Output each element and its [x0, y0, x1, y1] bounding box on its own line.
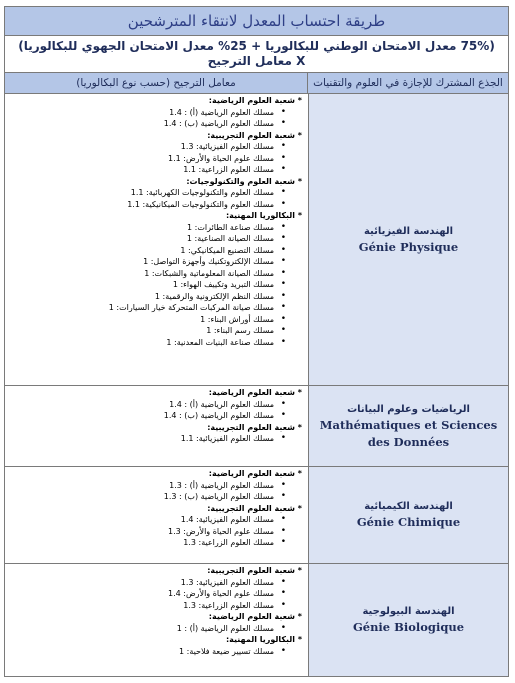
track-cell [308, 386, 508, 466]
branch-heading: * شعبة العلوم الرياضية: [208, 612, 302, 621]
list-item: • مسلك العلوم الرياضية (أ) : 1.4 [5, 107, 304, 119]
branch-heading: * البكالوريا المهنية: [225, 211, 302, 220]
list-item: • مسلك العلوم والتكنولوجيات الميكانيكية: 1.1 [5, 199, 304, 211]
list-item: • مسلك الإلكتروتكنيك وأجهزة التواصل: 1 [5, 256, 304, 268]
table-row-genie-physique [5, 94, 508, 386]
list-item: • مسلك العلوم الفيزيائية: 1.4 [5, 514, 304, 526]
list-item: • مسلك العلوم الفيزيائية: 1.1 [5, 433, 304, 445]
branch-heading: * شعبة العلوم والتكنولوجيات: [186, 176, 302, 186]
list-item: • مسلك صناعة البنيات المعدنية: 1 [5, 337, 304, 349]
track-cell [308, 467, 508, 563]
coefficient-list [5, 386, 308, 466]
list-item: • مسلك العلوم الرياضية (أ) : 1 [5, 623, 304, 635]
track-name-ar: الرياضيات وعلوم البيانات [347, 403, 470, 415]
list-item: • مسلك أوراش البناء: 1 [5, 314, 304, 326]
list-item: • مسلك العلوم الزراعية: 1.3 [5, 600, 304, 612]
branch-heading: * البكالوريا المهنية: [225, 635, 302, 644]
list-item: • مسلك العلوم الرياضية (أ) : 1.3 [5, 480, 304, 492]
list-item: • مسلك العلوم الرياضية (أ) : 1.4 [5, 399, 304, 411]
track-name-ar: الهندسة البيولوجية [362, 606, 455, 617]
track-name-fr: Génie Biologique [352, 620, 465, 634]
table-row-genie-chimique [5, 467, 508, 564]
list-item: • مسلك علوم الحياة والأرض: 1.4 [5, 588, 304, 600]
list-item: • مسلك الصيانة الصناعية: 1 [5, 233, 304, 245]
page-title: طريقة احتساب المعدل لانتقاء المترشحين [5, 7, 508, 36]
list-item: • مسلك علوم الحياة والأرض: 1.1 [5, 153, 304, 165]
list-item: • مسلك صناعة الطائرات: 1 [5, 222, 304, 234]
coefficient-list [5, 564, 308, 676]
list-item: • مسلك الصيانة المعلوماتية والشبكات: 1 [5, 268, 304, 280]
header-track: الجذع المشترك للإجازة في العلوم والتقنيات [307, 73, 508, 93]
coefficient-list [5, 467, 308, 563]
list-item: • مسلك العلوم الزراعية: 1.3 [5, 537, 304, 549]
list-item: • مسلك العلوم الرياضية (ب) : 1.4 [5, 410, 304, 422]
branch-heading: * شعبة العلوم الرياضية: [208, 388, 302, 397]
list-item: • مسلك العلوم والتكنولوجيات الكهربائية: 1.1 [5, 187, 304, 199]
list-item: • مسلك رسم البناء: 1 [5, 325, 304, 337]
branch-heading: * شعبة العلوم التجريبية: [207, 130, 302, 140]
track-cell [308, 94, 508, 385]
branch-heading: * شعبة العلوم التجريبية: [207, 422, 302, 432]
coefficient-list [5, 94, 308, 385]
list-item: • مسلك العلوم الفيزيائية: 1.3 [5, 577, 304, 589]
average-formula: (75% معدل الامتحان الوطني للبكالوريا + 25% معدل الامتحان الجهوي للبكالوريا) X معامل الترجيح [5, 36, 508, 73]
table-row-genie-biologique [5, 564, 508, 676]
list-item: • مسلك العلوم الرياضية (ب) : 1.4 [5, 118, 304, 130]
branch-heading: * شعبة العلوم التجريبية: [207, 566, 302, 575]
list-item: • مسلك علوم الحياة والأرض: 1.3 [5, 526, 304, 538]
track-name-ar: الهندسة الفيزيائية [363, 225, 454, 237]
track-cell [308, 564, 508, 676]
list-item: • مسلك التبريد وتكييف الهواء: 1 [5, 279, 304, 291]
track-name-ar: الهندسة الكيميائية [364, 501, 453, 512]
track-name-fr: Génie Chimique [356, 515, 461, 529]
coefficient-table [4, 6, 509, 677]
branch-heading: * شعبة العلوم الرياضية: [208, 469, 302, 478]
branch-heading: * شعبة العلوم الرياضية: [208, 96, 302, 105]
list-item: • مسلك العلوم الزراعية: 1.1 [5, 164, 304, 176]
track-name-fr: Mathématiques et Sciences des Données [319, 417, 498, 449]
table-header-row [5, 73, 508, 94]
track-name-fr: Génie Physique [358, 239, 459, 254]
list-item: • مسلك صيانة المركبات المتحركة خيار السيارات: 1 [5, 302, 304, 314]
list-item: • مسلك العلوم الفيزيائية: 1.3 [5, 141, 304, 153]
header-coefficient: معامل الترجيح (حسب نوع البكالوريا) [76, 77, 236, 89]
list-item: • مسلك النظم الإلكترونية والرقمية: 1 [5, 291, 304, 303]
branch-heading: * شعبة العلوم التجريبية: [207, 503, 302, 513]
list-item: • مسلك تسيير ضيعة فلاحية: 1 [5, 646, 304, 658]
table-row-math-data [5, 386, 508, 467]
list-item: • مسلك العلوم الرياضية (ب) : 1.3 [5, 491, 304, 503]
list-item: • مسلك التصنيع الميكانيكي: 1 [5, 245, 304, 257]
